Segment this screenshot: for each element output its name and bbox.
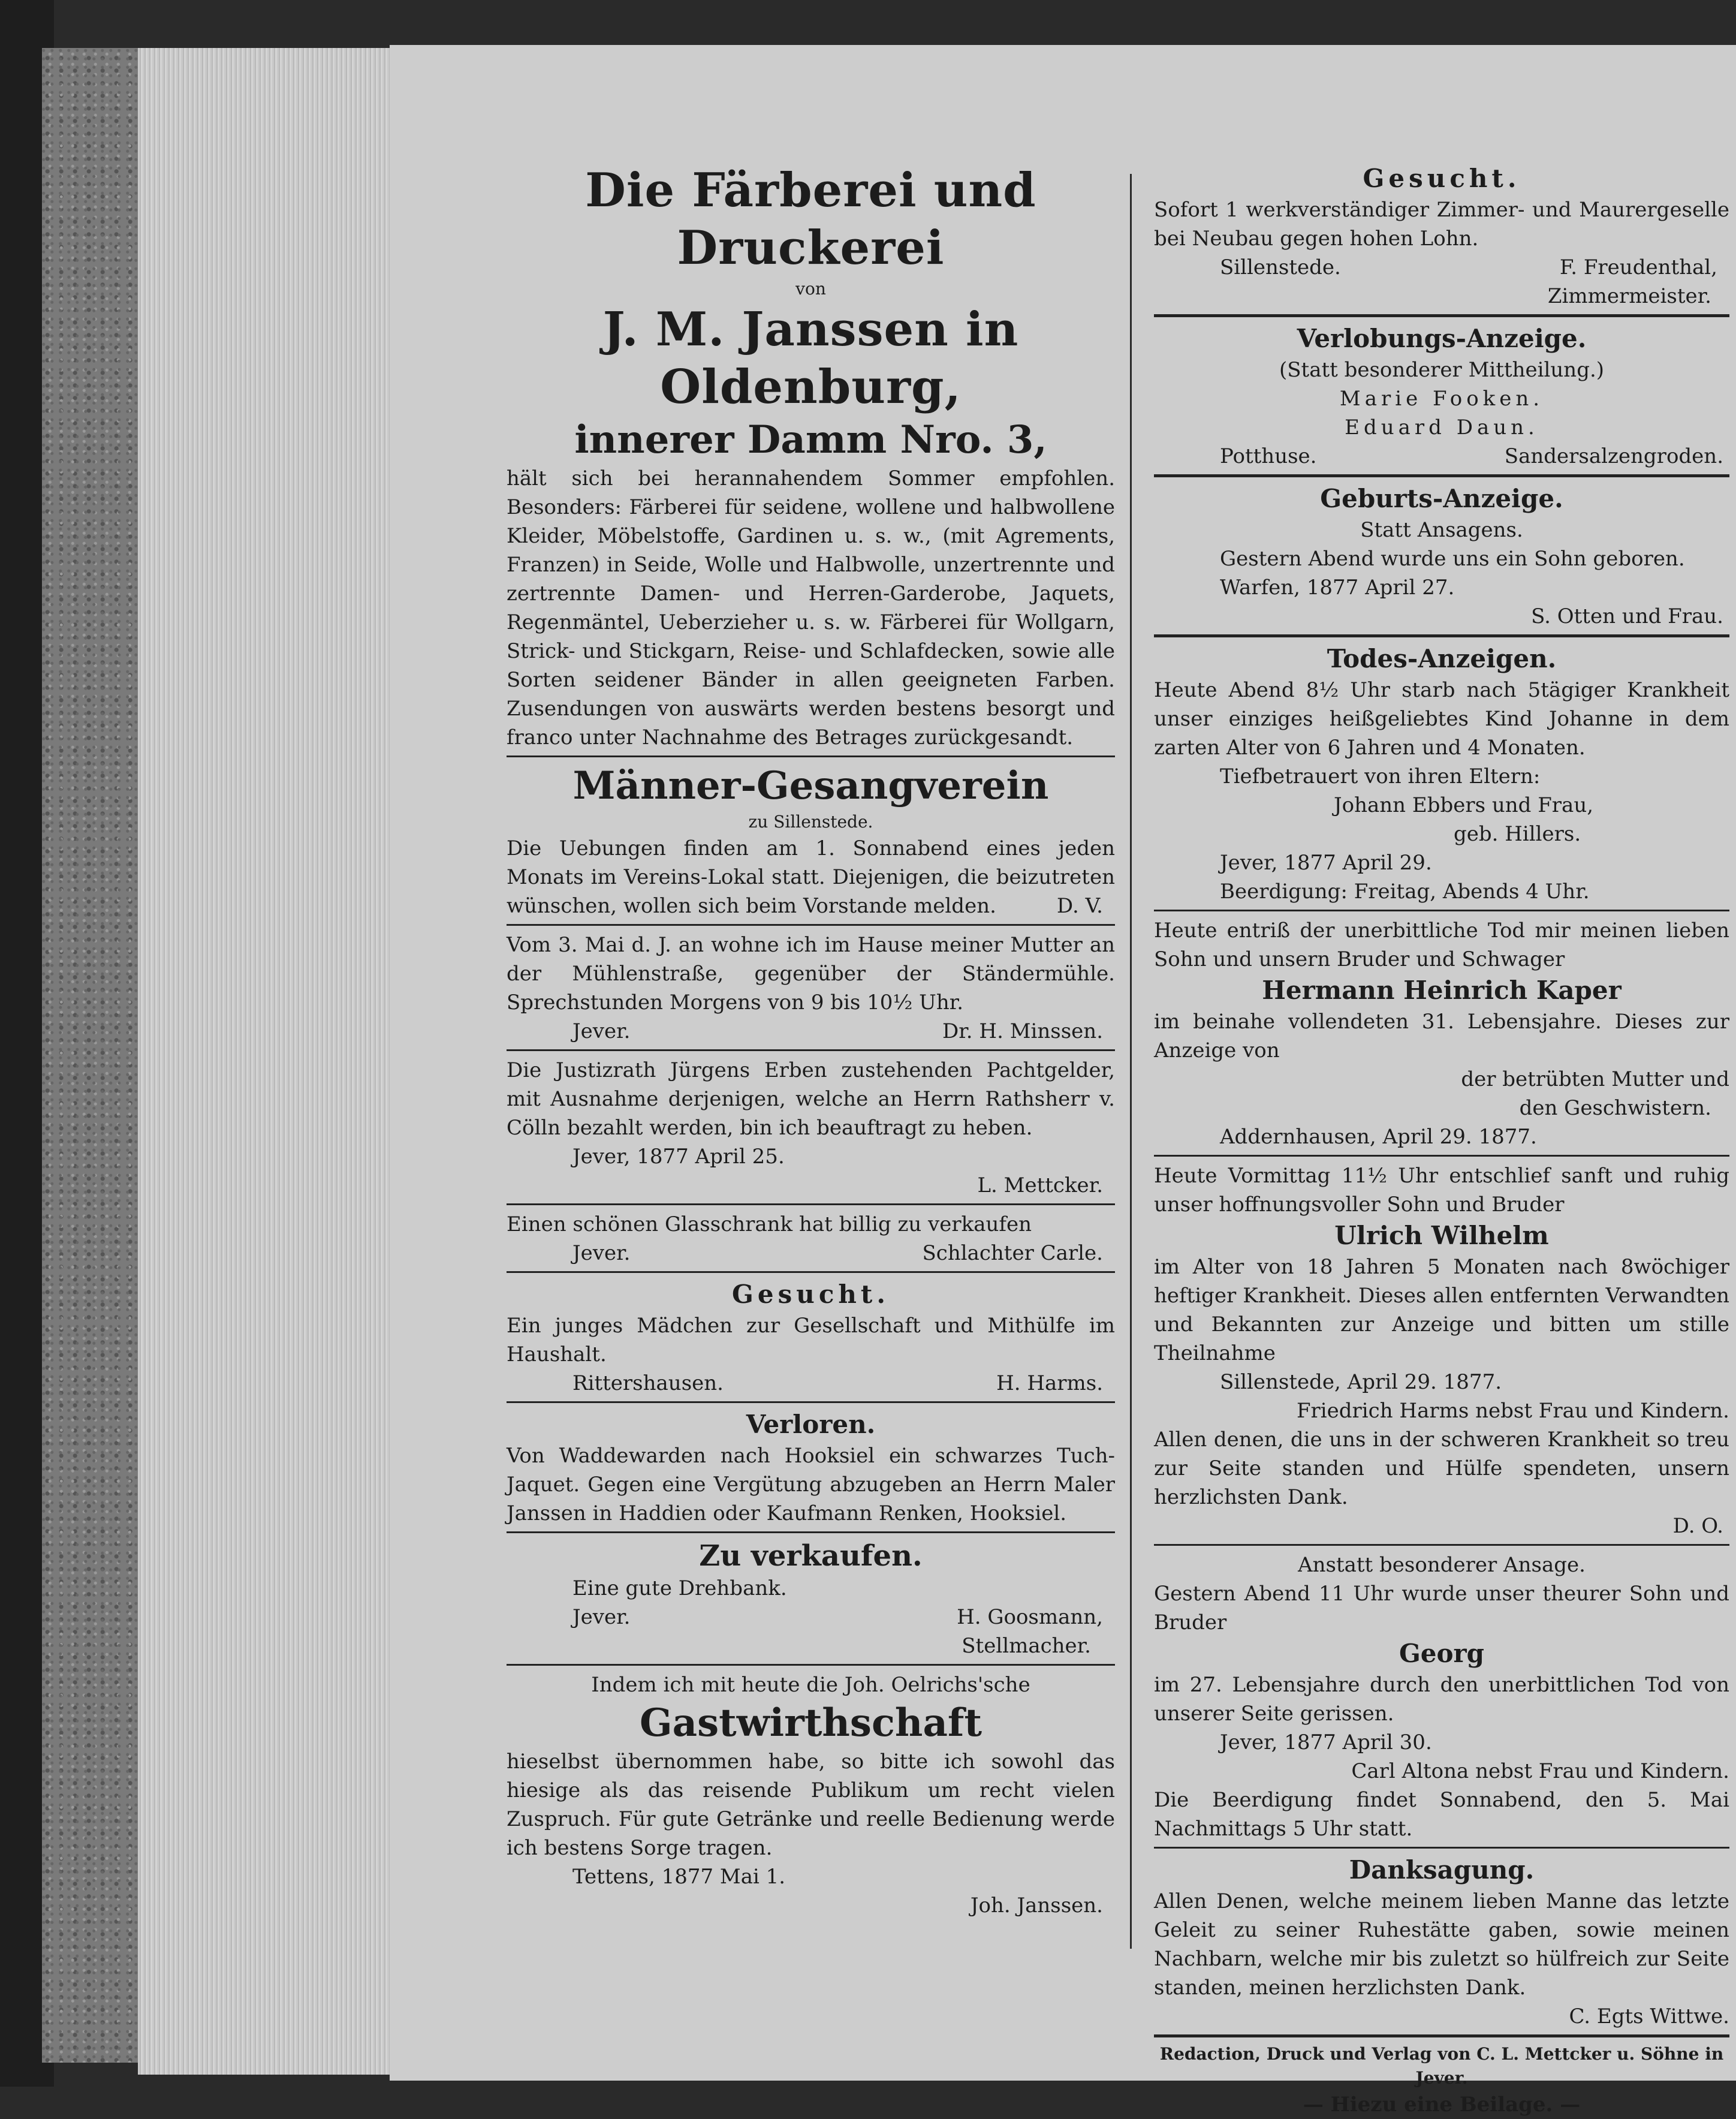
engagement-name2: Eduard Daun. — [1345, 416, 1539, 440]
engagement-place2: Sandersalzengroden. — [1504, 444, 1723, 468]
wanted-advertisement — [507, 1278, 1115, 1398]
cabinet-body: Einen schönen Glasschrank hat billig zu verkaufen — [507, 1212, 1032, 1236]
divider — [507, 1271, 1115, 1273]
death1-burial: Beerdigung: Freitag, Abends 4 Uhr. — [1220, 880, 1590, 904]
death2-sign2: den Geschwistern. — [1519, 1096, 1711, 1120]
cabinet-place: Jever. — [572, 1241, 631, 1265]
death4-name: Georg — [1399, 1639, 1485, 1668]
birth-body: Gestern Abend wurde uns ein Sohn geboren. — [1220, 547, 1685, 571]
inn-advertisement — [507, 1670, 1115, 1920]
divider — [507, 1401, 1115, 1403]
divider — [507, 1049, 1115, 1051]
divider — [1154, 474, 1729, 477]
wanted2-title: Gesucht. — [1363, 164, 1521, 193]
cabinet-sign: Schlachter Carle. — [922, 1241, 1103, 1265]
birth-sign: S. Otten und Frau. — [1531, 604, 1723, 628]
divider — [1154, 1155, 1729, 1157]
thanks-announcement — [1154, 1853, 1729, 2031]
thanks-body: Allen Denen, welche meinem lieben Manne das letzte Geleit zu seiner Ruhestätte gaben, sowie meinen Nachbarn, welche mir bis zuletzt so hülfreich zur Seite standen, meinen herzlichsten Dank. — [1154, 1889, 1729, 2000]
death3-intro: Heute Vormittag 11½ Uhr entschlief sanft und ruhig unser hoffnungsvoller Sohn und Bruder — [1154, 1164, 1729, 1217]
divider — [1154, 314, 1729, 317]
death4-body1: Gestern Abend 11 Uhr wurde unser theurer Sohn und Bruder — [1154, 1582, 1729, 1635]
death4-intro: Anstatt besonderer Ansage. — [1298, 1553, 1586, 1577]
dyer-advertisement — [507, 162, 1115, 752]
birth-announcement — [1154, 482, 1729, 631]
sale-place: Jever. — [572, 1605, 631, 1629]
choir-title: Männer-Gesangverein — [572, 763, 1049, 808]
doctor-body: Vom 3. Mai d. J. an wohne ich im Hause meiner Mutter an der Mühlenstraße, gegenüber der Ständermühle. Sprechstunden Morgens von 9 bis 10½ Uhr. — [507, 933, 1115, 1015]
marbled-page-edge — [42, 48, 144, 2063]
divider — [1154, 634, 1729, 637]
divider — [1154, 910, 1729, 911]
inn-intro: Indem ich mit heute die Joh. Oelrichs'sche — [591, 1673, 1030, 1697]
wanted2-sign1: F. Freudenthal, — [1559, 255, 1717, 279]
doctor-sign: Dr. H. Minssen. — [942, 1019, 1103, 1043]
choir-sign: D. V. — [1056, 894, 1103, 918]
sale-body: Eine gute Drehbank. — [572, 1576, 787, 1600]
wanted2-advertisement — [1154, 162, 1729, 311]
death3-thanks-sign: D. O. — [1672, 1514, 1723, 1538]
lost-body: Von Waddewarden nach Hooksiel ein schwarzes Tuch-Jaquet. Gegen eine Vergütung abzugeben an Herrn Maler Janssen in Haddien oder Kaufmann Renken, Hooksiel. — [507, 1444, 1115, 1525]
rent-advertisement — [507, 1056, 1115, 1200]
cabinet-advertisement — [507, 1210, 1115, 1268]
inn-title: Gastwirthschaft — [639, 1700, 982, 1745]
death3-name: Ulrich Wilhelm — [1334, 1221, 1549, 1250]
death1-mourn: Tiefbetrauert von ihren Eltern: — [1220, 764, 1541, 788]
column-divider — [1130, 174, 1132, 1949]
death1-date: Jever, 1877 April 29. — [1220, 851, 1432, 875]
rent-date: Jever, 1877 April 25. — [572, 1145, 785, 1169]
dyer-name: J. M. Janssen in — [602, 302, 1019, 357]
death2-sign1: der betrübten Mutter und — [1461, 1067, 1729, 1091]
wanted2-sign2: Zimmermeister. — [1547, 284, 1711, 308]
dyer-body: hält sich bei herannahendem Sommer empfohlen. Besonders: Färberei für seidene, wollene und halbwollene Kleider, Möbelstoffe, Gardinen u. s. w., (mit Agrements, Franzen) in Seide, Wolle und Halbwolle, unzertrennte und zertrennte Damen- und Herren-Garderobe, Jaquets, Regenmäntel, Ueberzieher u. s. w. Färberei für Wollgarn, Strick- und Stickgarn, Reise- und Schlafdecken, sowie alle Sorten seidener Bänder in allen geeigneten Farben. Zusendungen von auswärts werden bestens besorgt und franco unter Nachnahme des Betrages zurückgesandt. — [507, 466, 1115, 750]
choir-body: Die Uebungen finden am 1. Sonnabend eines jeden Monats im Vereins-Lokal statt. Diejenigen, die beizutreten wünschen, wollen sich beim Vorstande melden. — [507, 836, 1115, 918]
divider — [507, 1664, 1115, 1666]
engagement-place1: Potthuse. — [1220, 444, 1317, 468]
death4-sign: Carl Altona nebst Frau und Kindern. — [1351, 1759, 1729, 1783]
divider — [507, 756, 1115, 757]
death2-body: im beinahe vollendeten 31. Lebensjahre. Dieses zur Anzeige von — [1154, 1010, 1729, 1062]
dyer-address: innerer Damm Nro. 3, — [574, 417, 1047, 462]
thanks-title: Danksagung. — [1349, 1855, 1535, 1885]
death2-date: Addernhausen, April 29. 1877. — [1220, 1125, 1537, 1149]
dyer-von: von — [795, 279, 826, 299]
inn-date: Tettens, 1877 Mai 1. — [572, 1865, 786, 1889]
wanted-body: Ein junges Mädchen zur Gesellschaft und Mithülfe im Haushalt. — [507, 1314, 1115, 1366]
engagement-name1: Marie Fooken. — [1339, 387, 1544, 411]
page-stack — [138, 48, 390, 2075]
death1-sign2: geb. Hillers. — [1454, 822, 1581, 846]
lost-advertisement — [507, 1408, 1115, 1528]
death-announcement-2 — [1154, 916, 1729, 1151]
engagement-announcement — [1154, 322, 1729, 471]
death-announcement-1 — [1154, 642, 1729, 906]
engagement-title: Verlobungs-Anzeige. — [1297, 324, 1587, 353]
death-announcement-4 — [1154, 1551, 1729, 1843]
sale-title: Zu verkaufen. — [699, 1539, 923, 1573]
imprint-line2: — Hiezu eine Beilage. — — [1303, 2093, 1581, 2117]
death3-date: Sillenstede, April 29. 1877. — [1220, 1370, 1502, 1394]
divider — [1154, 2034, 1729, 2037]
lost-title: Verloren. — [746, 1410, 876, 1439]
choir-place: zu Sillenstede. — [748, 812, 873, 832]
death2-intro: Heute entriß der unerbittliche Tod mir meinen lieben Sohn und unsern Bruder und Schwager — [1154, 919, 1729, 971]
death-title: Todes-Anzeigen. — [1327, 644, 1557, 673]
doctor-advertisement — [507, 931, 1115, 1046]
death1-sign1: Johann Ebbers und Frau, — [1334, 793, 1594, 817]
birth-title: Geburts-Anzeige. — [1320, 484, 1563, 513]
wanted-sign: H. Harms. — [996, 1371, 1103, 1395]
imprint-line1: Redaction, Druck und Verlag von C. L. Mettcker u. Söhne in Jever. — [1159, 2044, 1724, 2088]
wanted-place: Rittershausen. — [572, 1371, 724, 1395]
rent-body: Die Justizrath Jürgens Erben zustehenden Pachtgelder, mit Ausnahme derjenigen, welche an Herrn Rathsherr v. Cölln bezahlt werden, bin ich beauftragt zu heben. — [507, 1058, 1115, 1140]
divider — [1154, 1544, 1729, 1546]
imprint — [1154, 2042, 1729, 2119]
death3-thanks: Allen denen, die uns in der schweren Krankheit so treu zur Seite standen und Hülfe spendeten, unsern herzlichsten Dank. — [1154, 1428, 1729, 1509]
sale-sign1: H. Goosmann, — [957, 1605, 1103, 1629]
rent-sign: L. Mettcker. — [977, 1173, 1103, 1197]
dyer-heading: Die Färberei und Druckerei — [585, 163, 1036, 275]
death1-body: Heute Abend 8½ Uhr starb nach 5tägiger Krankheit unser einziges heißgeliebtes Kind Johanne in dem zarten Alter von 6 Jahren und 4 Monaten. — [1154, 678, 1729, 760]
death3-sign: Friedrich Harms nebst Frau und Kindern. — [1296, 1399, 1729, 1423]
wanted2-body: Sofort 1 werkverständiger Zimmer- und Maurergeselle bei Neubau gegen hohen Lohn. — [1154, 198, 1729, 251]
death4-body2: im 27. Lebensjahre durch den unerbittlichen Tod von unserer Seite gerissen. — [1154, 1673, 1729, 1726]
left-column — [507, 162, 1115, 1920]
death3-body: im Alter von 18 Jahren 5 Monaten nach 8wöchiger heftiger Krankheit. Dieses allen entfernten Verwandten und Bekannten zur Anzeige und bitten um stille Theilnahme — [1154, 1255, 1729, 1365]
choir-advertisement — [507, 762, 1115, 920]
engagement-sub: (Statt besonderer Mittheilung.) — [1279, 358, 1605, 382]
death2-name: Hermann Heinrich Kaper — [1262, 976, 1622, 1005]
divider — [507, 1531, 1115, 1533]
wanted2-place: Sillenstede. — [1220, 255, 1341, 279]
death4-burial: Die Beerdigung findet Sonnabend, den 5. Mai Nachmittags 5 Uhr statt. — [1154, 1788, 1729, 1841]
death4-date: Jever, 1877 April 30. — [1220, 1730, 1432, 1754]
doctor-place: Jever. — [572, 1019, 631, 1043]
divider — [1154, 1847, 1729, 1849]
divider — [507, 924, 1115, 926]
divider — [507, 1203, 1115, 1205]
inn-sign: Joh. Janssen. — [970, 1894, 1103, 1918]
birth-date: Warfen, 1877 April 27. — [1220, 576, 1455, 600]
sale-advertisement — [507, 1538, 1115, 1660]
sale-sign2: Stellmacher. — [962, 1634, 1091, 1658]
death-announcement-3 — [1154, 1161, 1729, 1540]
birth-sub: Statt Ansagens. — [1360, 518, 1523, 542]
wanted-title: Gesucht. — [732, 1280, 890, 1309]
right-column — [1154, 162, 1729, 2119]
dyer-city: Oldenburg, — [660, 360, 962, 414]
inn-body: hieselbst übernommen habe, so bitte ich sowohl das hiesige als das reisende Publikum um recht vielen Zuspruch. Für gute Getränke und reelle Bedienung werde ich bestens Sorge tragen. — [507, 1750, 1115, 1860]
thanks-sign: C. Egts Wittwe. — [1569, 2004, 1729, 2028]
